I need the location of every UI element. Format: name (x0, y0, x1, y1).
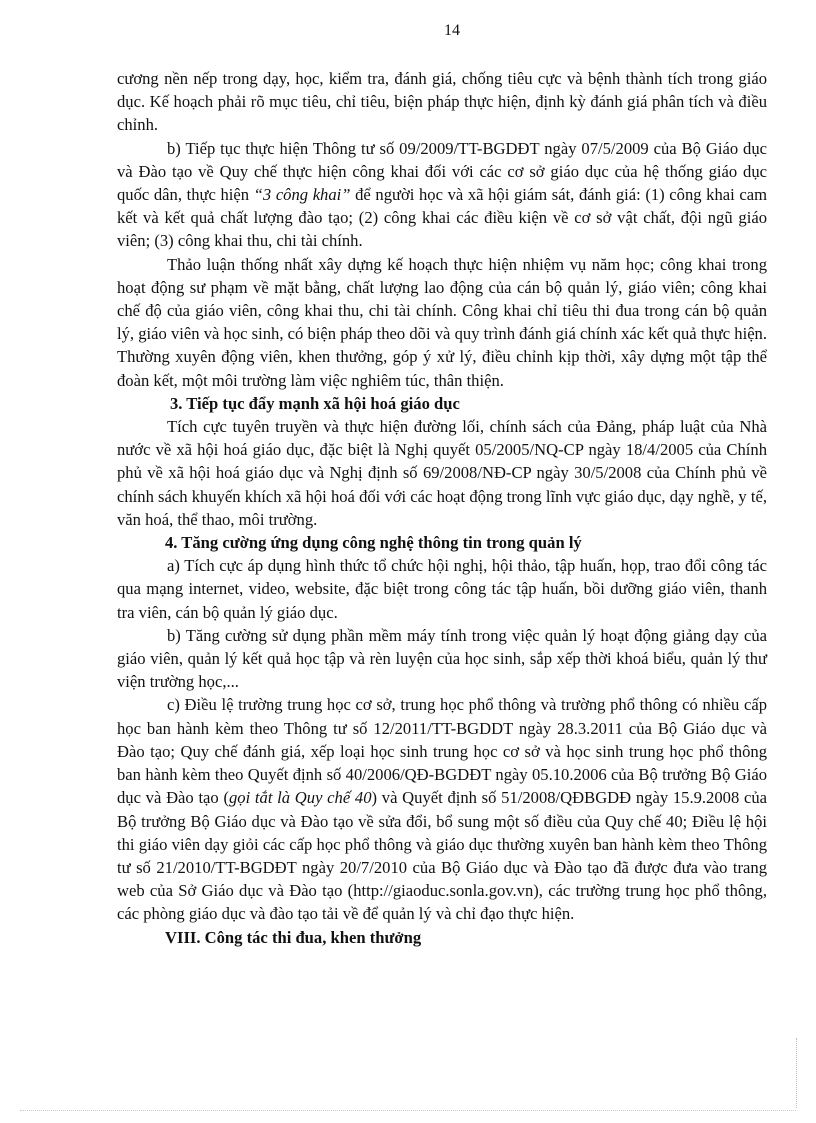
paragraph-it-c-text-a: c) Điều lệ trường trung học cơ sở, trung học phổ thông và trường phổ thông có nhiều cấp học ban hành kèm theo Thông tư số 12/2011/TT-BGDDT ngày 28.3.2011 của Bộ Giáo dục và Đào tạo; Quy chế đánh giá, xếp loại học sinh trung học cơ sở và học sinh trung học phổ thông ban hành kèm theo Quyết định số 40/2006/QĐ-BGDĐT ngày 05.10.2006 của Bộ trưởng Bộ Giáo dục và Đào tạo ( (117, 695, 767, 808)
paragraph-it-b: b) Tăng cường sử dụng phần mềm máy tính trong việc quản lý hoạt động giảng dạy của giáo viên, quản lý kết quả học tập và rèn luyện của học sinh, sắp xếp thời khoá biểu, quản lý thư viện trường học,... (117, 625, 767, 692)
paragraph-accountability: cương nền nếp trong dạy, học, kiểm tra, đánh giá, chống tiêu cực và bệnh thành tích trong giáo dục. Kế hoạch phải rõ mục tiêu, chỉ tiêu, biện pháp thực hiện, định kỳ đánh giá phân tích và điều chỉnh. (117, 69, 767, 135)
paragraph-discussion: Thảo luận thống nhất xây dựng kế hoạch thực hiện nhiệm vụ năm học; công khai trong hoạt động sư phạm về mặt bằng, chất lượng lao động của cán bộ quản lý, giáo viên; công khai chế độ của giáo viên, công khai thu, chi tài chính. Công khai chỉ tiêu thi đua trong cán bộ quản lý, giáo viên và học sinh, có biện pháp theo dõi và quy trình đánh giá chính xác kết quả thực hiện. Thường xuyên động viên, khen thưởng, góp ý xử lý, điều chỉnh kịp thời, xây dựng một tập thể đoàn kết, một môi trường làm việc nghiêm túc, thân thiện. (117, 254, 767, 390)
paragraph-socialization: Tích cực tuyên truyền và thực hiện đường lối, chính sách của Đảng, pháp luật của Nhà nước về xã hội hoá giáo dục, đặc biệt là Nghị quyết 05/2005/NQ-CP ngày 18/4/2005 của Chính phủ về xã hội hoá giáo dục và Nghị định số 69/2008/NĐ-CP ngày 30/5/2008 của Chính phủ về chính sách khuyến khích xã hội hoá đối với các hoạt động trong lĩnh vực giáo dục, dạy nghề, y tế, văn hoá, thể thao, môi trường. (117, 417, 767, 529)
paragraph-it-c-text-b: ) và Quyết định số 51/2008/QĐBGDĐ ngày 15.9.2008 của Bộ trưởng Bộ Giáo dục và Đào tạo về sửa đổi, bổ sung một số điều của Quy chế 40; Điều lệ hội thi giáo viên dạy giỏi các cấp học phổ thông và giáo dục thường xuyên ban hành kèm theo Thông tư số 21/2010/TT-BGDĐT ngày 20/7/2010 của Bộ Giáo dục và Đào tạo đã được đưa vào trang web của Sở Giáo dục và Đào tạo (http://giaoduc.sonla.gov.vn), các trường trung học phổ thông, các phòng giáo dục và đào tạo tải về để quản lý và chỉ đạo thực hiện. (117, 788, 767, 924)
section-heading-3: 3. Tiếp tục đẩy mạnh xã hội hoá giáo dục (170, 393, 460, 413)
regulation-40-alias: gọi tắt là Quy chế 40 (228, 788, 372, 808)
page-bottom-edge (20, 1110, 796, 1111)
section-heading-4: 4. Tăng cường ứng dụng công nghệ thông tin trong quản lý (165, 533, 582, 553)
three-disclosures-phrase: “3 công khai” (253, 185, 351, 205)
page-edge-marker (796, 1038, 798, 1108)
section-heading-8: VIII. Công tác thi đua, khen thưởng (165, 927, 422, 947)
paragraph-circular-09 (117, 137, 767, 253)
paragraph-it-c (117, 693, 767, 925)
paragraph-circular-09-text-b: để người học và xã hội giám sát, đánh giá: (1) công khai cam kết và kết quả chất lượng đào tạo; (2) công khai các điều kiện về cơ sở vật chất, đội ngũ giáo viên; (3) công khai thu, chi tài chính. (117, 185, 767, 251)
document-page (117, 22, 767, 949)
paragraph-circular-09-text-a: b) Tiếp tục thực hiện Thông tư số 09/2009/TT-BGDĐT ngày 07/5/2009 của Bộ Giáo dục và Đào tạo về Quy chế thực hiện công khai đối với các cơ sở giáo dục của hệ thống giáo dục quốc dân, thực hiện (117, 138, 767, 205)
paragraph-it-a: a) Tích cực áp dụng hình thức tổ chức hội nghị, hội thảo, tập huấn, họp, trao đổi công tác qua mạng internet, video, website, đặc biệt trong công tác tập huấn, bồi dưỡng giáo viên, thanh tra viên, cán bộ quản lý giáo dục. (117, 556, 767, 622)
page-number: 14 (444, 22, 460, 39)
